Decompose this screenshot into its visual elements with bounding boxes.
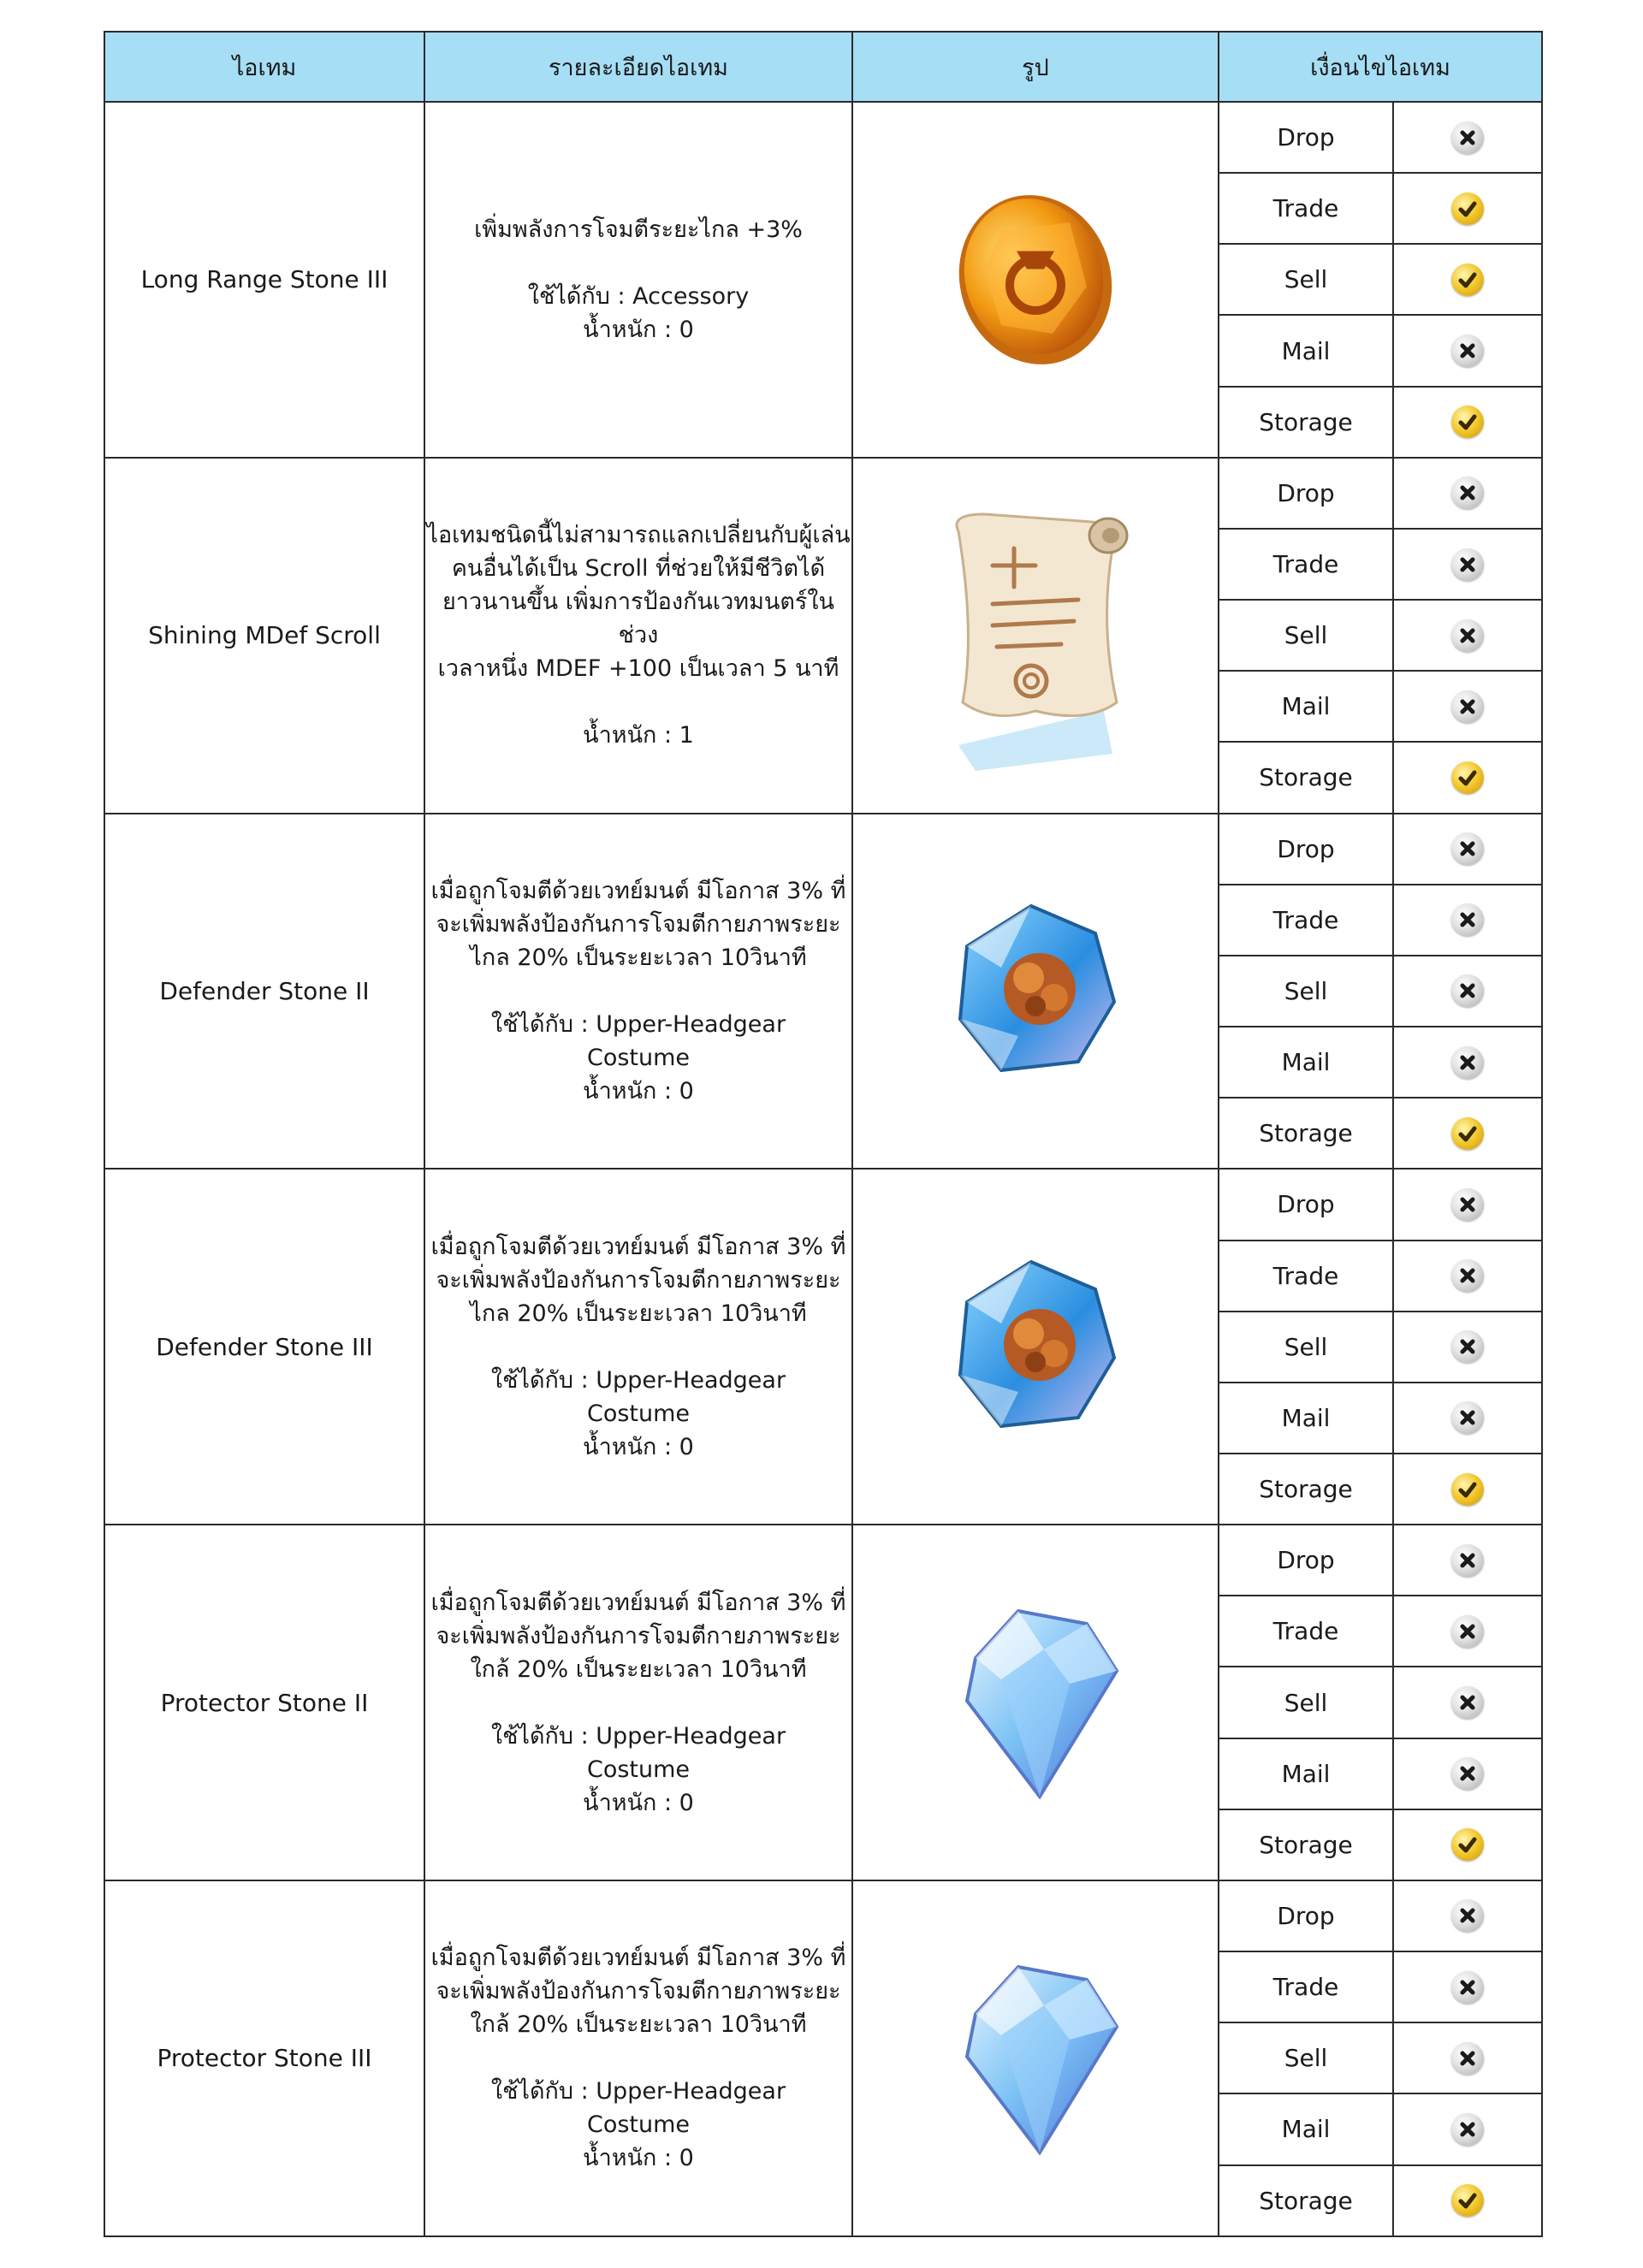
cross-icon <box>1451 1544 1484 1577</box>
cross-icon <box>1451 335 1484 367</box>
condition-label: Sell <box>1219 956 1393 1027</box>
header-detail: รายละเอียดไอเทม <box>424 32 852 102</box>
cross-icon <box>1451 2113 1484 2146</box>
description-line: เพิ่มพลังการโจมตีระยะไกล +3% <box>474 216 803 243</box>
condition-status <box>1393 529 1542 600</box>
cross-icon <box>1451 1188 1484 1221</box>
item-name: Defender Stone II <box>104 814 424 1170</box>
cross-icon <box>1451 1971 1484 2004</box>
item-description <box>424 1525 852 1880</box>
item-description <box>424 458 852 814</box>
cross-icon <box>1451 903 1484 936</box>
condition-label: Drop <box>1219 1525 1393 1596</box>
description-line <box>425 1686 851 1720</box>
condition-label: Storage <box>1219 1454 1393 1525</box>
item-description <box>424 102 852 458</box>
condition-label: Mail <box>1219 1383 1393 1454</box>
condition-label: Storage <box>1219 742 1393 813</box>
description-line: ใช้ได้กับ : Upper-Headgear <box>490 1010 786 1038</box>
condition-label: Storage <box>1219 387 1393 458</box>
condition-label: Drop <box>1219 1169 1393 1240</box>
cross-icon <box>1451 1401 1484 1434</box>
condition-label: Trade <box>1219 529 1393 600</box>
description-line: Costume <box>586 1044 691 1071</box>
description-line: ใช้ได้กับ : Accessory <box>527 282 750 310</box>
header-condition: เงื่อนไขไอเทม <box>1219 32 1542 102</box>
blue-hexagon-stone-icon <box>950 1255 1121 1438</box>
description-line: จะเพิ่มพลังป้องกันการโจมตีกายภาพระยะ <box>436 1266 841 1294</box>
condition-label: Storage <box>1219 1098 1393 1169</box>
cross-icon <box>1451 1757 1484 1790</box>
item-description <box>424 1880 852 2236</box>
condition-status <box>1393 315 1542 386</box>
description-line: เมื่อถูกโจมตีด้วยเวทย์มนต์ มีโอกาส 3% ที่ <box>430 1233 846 1260</box>
condition-label: Sell <box>1219 600 1393 671</box>
cross-icon <box>1451 548 1484 581</box>
description-line: คนอื่นได้เป็น Scroll ที่ช่วยให้มีชีวิตได้ <box>451 555 826 583</box>
condition-label: Mail <box>1219 671 1393 742</box>
table-row <box>104 1525 1542 1596</box>
condition-status <box>1393 1596 1542 1667</box>
description-line: น้ำหนัก : 0 <box>583 316 694 343</box>
blue-hexagon-stone-icon <box>950 899 1121 1082</box>
condition-label: Trade <box>1219 1241 1393 1312</box>
condition-label: Mail <box>1219 315 1393 386</box>
condition-label: Trade <box>1219 173 1393 244</box>
description-line: ไกล 20% เป็นระยะเวลา 10วินาที <box>470 944 807 971</box>
condition-status <box>1393 458 1542 529</box>
description-line: น้ำหนัก : 0 <box>583 1789 694 1816</box>
description-line <box>425 246 851 280</box>
condition-status <box>1393 1241 1542 1312</box>
condition-status <box>1393 1880 1542 1951</box>
table-row <box>104 102 1542 173</box>
cross-icon <box>1451 1330 1484 1363</box>
cross-icon <box>1451 121 1484 154</box>
table-row <box>104 814 1542 885</box>
description-line <box>425 2041 851 2075</box>
blue-crystal-icon <box>950 1598 1121 1807</box>
cross-icon <box>1451 1615 1484 1648</box>
condition-label: Trade <box>1219 1596 1393 1667</box>
item-image-cell <box>852 1525 1219 1880</box>
item-image-cell <box>852 814 1219 1170</box>
cross-icon <box>1451 1686 1484 1719</box>
condition-status <box>1393 1738 1542 1809</box>
condition-status <box>1393 1809 1542 1880</box>
description-line: เมื่อถูกโจมตีด้วยเวทย์มนต์ มีโอกาส 3% ที่ <box>430 1589 846 1616</box>
item-condition-table <box>104 31 1543 2237</box>
item-name: Protector Stone III <box>104 1880 424 2236</box>
description-line: Costume <box>586 2111 691 2139</box>
header-item: ไอเทม <box>104 32 424 102</box>
cross-icon <box>1451 1259 1484 1292</box>
cross-icon <box>1451 1899 1484 1932</box>
description-line <box>425 685 851 719</box>
check-icon <box>1451 192 1484 225</box>
condition-label: Drop <box>1219 814 1393 885</box>
check-icon <box>1451 1828 1484 1861</box>
item-name: Long Range Stone III <box>104 102 424 458</box>
condition-label: Mail <box>1219 1027 1393 1098</box>
condition-status <box>1393 244 1542 315</box>
header-image: รูป <box>852 32 1219 102</box>
item-description <box>424 1169 852 1525</box>
condition-label: Sell <box>1219 1667 1393 1738</box>
description-line: ใช้ได้กับ : Upper-Headgear <box>490 2078 786 2105</box>
table-row <box>104 1880 1542 1951</box>
description-line: จะเพิ่มพลังป้องกันการโจมตีกายภาพระยะ <box>436 910 841 938</box>
description-line: ใกล้ 20% เป็นระยะเวลา 10วินาที <box>470 1655 807 1683</box>
condition-status <box>1393 1525 1542 1596</box>
description-line: ไอเทมชนิดนี้ไม่สามารถแลกเปลี่ยนกับผู้เล่น <box>426 522 851 549</box>
description-line <box>425 1330 851 1364</box>
condition-status <box>1393 1951 1542 2022</box>
condition-status <box>1393 742 1542 813</box>
scroll-icon <box>933 497 1138 774</box>
condition-label: Drop <box>1219 102 1393 173</box>
condition-label: Mail <box>1219 2093 1393 2164</box>
condition-status <box>1393 1169 1542 1240</box>
condition-status <box>1393 102 1542 173</box>
cross-icon <box>1451 832 1484 865</box>
condition-label: Sell <box>1219 1312 1393 1383</box>
condition-label: Storage <box>1219 1809 1393 1880</box>
item-image-cell <box>852 1880 1219 2236</box>
description-line: เมื่อถูกโจมตีด้วยเวทย์มนต์ มีโอกาส 3% ที่ <box>430 1945 846 1972</box>
condition-status <box>1393 956 1542 1027</box>
description-line: ใช้ได้กับ : Upper-Headgear <box>490 1722 786 1750</box>
condition-status <box>1393 2093 1542 2164</box>
check-icon <box>1451 264 1484 296</box>
orange-ring-stone-icon <box>950 184 1121 376</box>
condition-status <box>1393 1667 1542 1738</box>
table-row <box>104 458 1542 529</box>
description-line: ยาวนานขึ้น เพิ่มการป้องกันเวทมนตร์ในช่วง <box>442 589 834 649</box>
description-line: น้ำหนัก : 0 <box>583 1077 694 1104</box>
condition-label: Storage <box>1219 2165 1393 2236</box>
blue-crystal-icon <box>950 1954 1121 2163</box>
check-icon <box>1451 1117 1484 1150</box>
condition-status <box>1393 1383 1542 1454</box>
table-body <box>104 102 1542 2236</box>
cross-icon <box>1451 477 1484 509</box>
condition-label: Sell <box>1219 2022 1393 2093</box>
condition-status <box>1393 1027 1542 1098</box>
description-line: เวลาหนึ่ง MDEF +100 เป็นเวลา 5 นาที <box>437 655 839 683</box>
item-description <box>424 814 852 1170</box>
condition-status <box>1393 885 1542 956</box>
condition-label: Trade <box>1219 885 1393 956</box>
condition-status <box>1393 671 1542 742</box>
cross-icon <box>1451 690 1484 723</box>
check-icon <box>1451 2184 1484 2217</box>
item-name: Protector Stone II <box>104 1525 424 1880</box>
condition-label: Mail <box>1219 1738 1393 1809</box>
description-line: ใกล้ 20% เป็นระยะเวลา 10วินาที <box>470 2011 807 2039</box>
description-line: ใช้ได้กับ : Upper-Headgear <box>490 1366 786 1394</box>
condition-status <box>1393 1312 1542 1383</box>
table-header-row <box>104 32 1542 102</box>
condition-status <box>1393 1098 1542 1169</box>
condition-status <box>1393 600 1542 671</box>
condition-status <box>1393 814 1542 885</box>
description-line: น้ำหนัก : 0 <box>583 1433 694 1460</box>
condition-status <box>1393 1454 1542 1525</box>
description-line: จะเพิ่มพลังป้องกันการโจมตีกายภาพระยะ <box>436 1978 841 2005</box>
description-line: น้ำหนัก : 0 <box>583 2145 694 2172</box>
description-line: น้ำหนัก : 1 <box>583 722 694 749</box>
description-line: จะเพิ่มพลังป้องกันการโจมตีกายภาพระยะ <box>436 1622 841 1649</box>
description-line: Costume <box>586 1756 691 1783</box>
condition-status <box>1393 2165 1542 2236</box>
description-line: Costume <box>586 1400 691 1427</box>
condition-status <box>1393 173 1542 244</box>
check-icon <box>1451 406 1484 438</box>
condition-label: Sell <box>1219 244 1393 315</box>
item-name: Defender Stone III <box>104 1169 424 1525</box>
cross-icon <box>1451 619 1484 652</box>
condition-label: Trade <box>1219 1951 1393 2022</box>
table-row <box>104 1169 1542 1240</box>
cross-icon <box>1451 1046 1484 1079</box>
description-line <box>425 974 851 1008</box>
item-image-cell <box>852 458 1219 814</box>
condition-label: Drop <box>1219 1880 1393 1951</box>
check-icon <box>1451 761 1484 794</box>
item-name: Shining MDef Scroll <box>104 458 424 814</box>
cross-icon <box>1451 2042 1484 2075</box>
item-image-cell <box>852 1169 1219 1525</box>
condition-label: Drop <box>1219 458 1393 529</box>
description-line: ไกล 20% เป็นระยะเวลา 10วินาที <box>470 1300 807 1327</box>
condition-status <box>1393 2022 1542 2093</box>
cross-icon <box>1451 974 1484 1007</box>
check-icon <box>1451 1473 1484 1506</box>
item-image-cell <box>852 102 1219 458</box>
condition-status <box>1393 387 1542 458</box>
description-line: เมื่อถูกโจมตีด้วยเวทย์มนต์ มีโอกาส 3% ที่ <box>430 877 846 904</box>
